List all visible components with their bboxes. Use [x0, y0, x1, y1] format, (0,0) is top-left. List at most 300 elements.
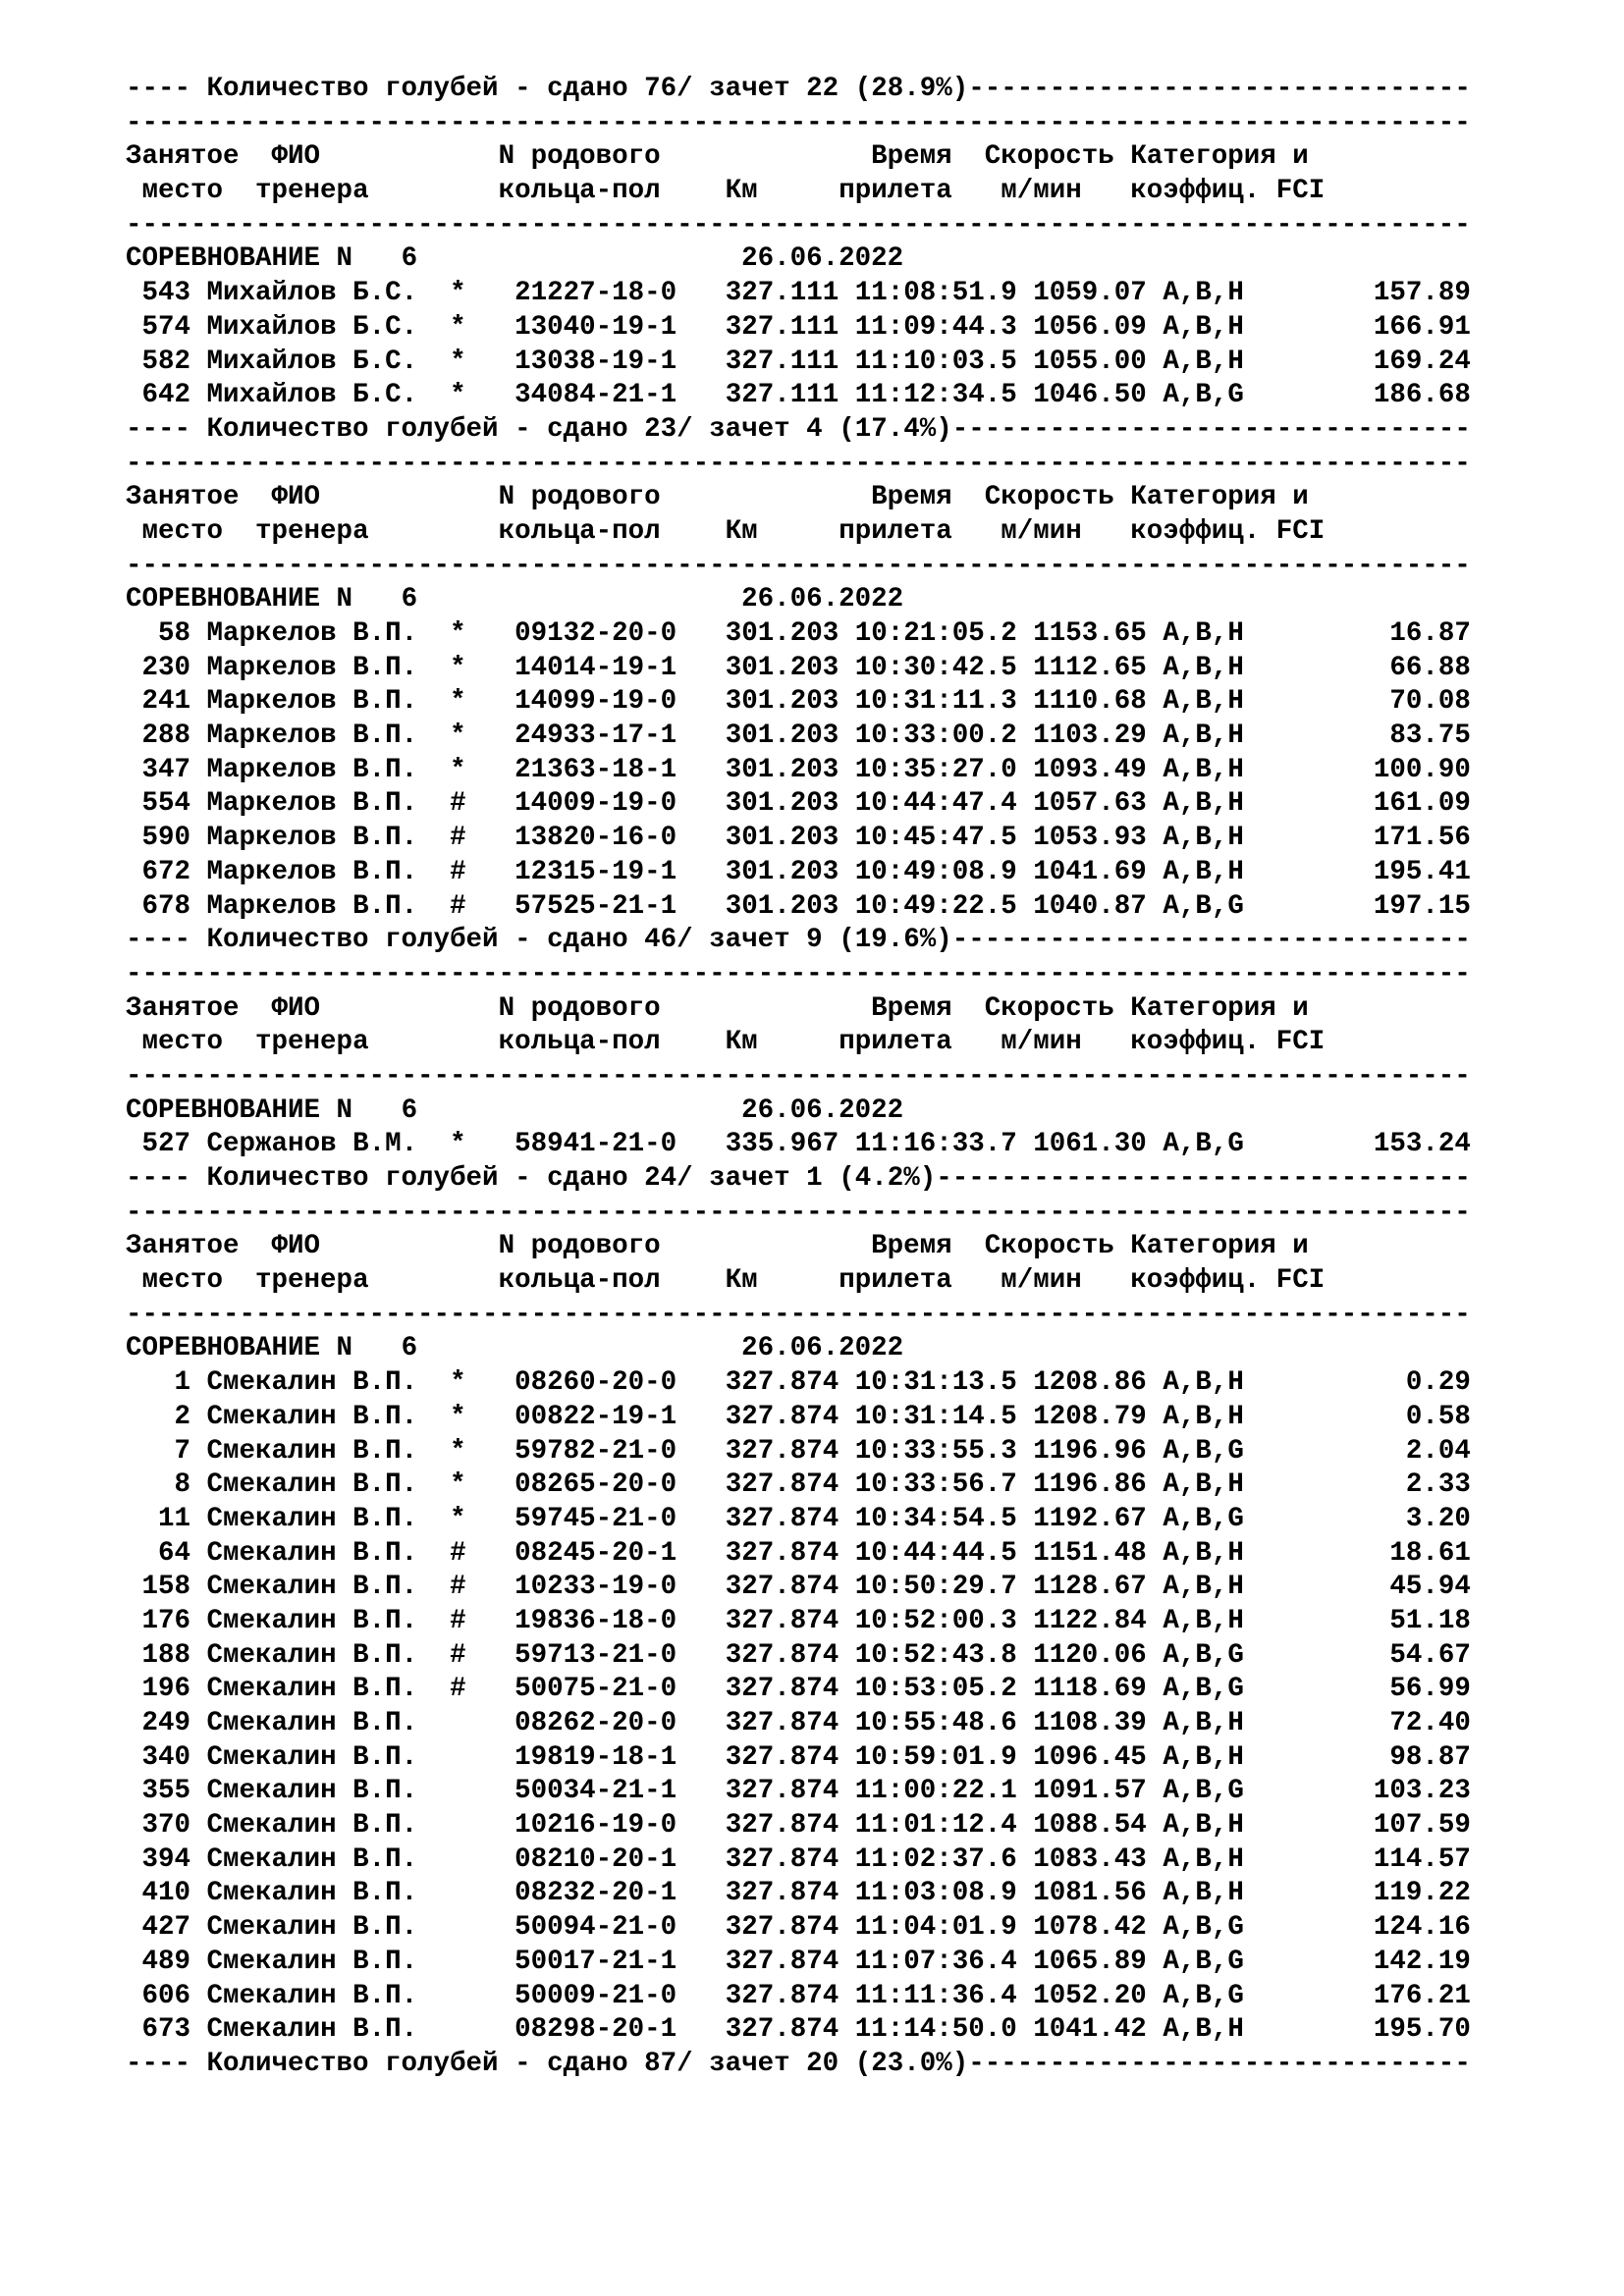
- ring-number: 19836-18-0: [514, 1605, 677, 1636]
- counted-count: 9: [806, 925, 823, 956]
- arrival-time: 11:11:36.4: [854, 1980, 1017, 2011]
- ring-number: 08262-20-0: [514, 1708, 677, 1738]
- counted-label: зачет: [709, 74, 790, 104]
- summary-label: Количество голубей - сдано: [206, 1163, 628, 1194]
- table-row: [126, 1707, 1598, 1741]
- competition-heading: [126, 583, 1598, 617]
- summary-line: ---- Количество голубей - сдано 87/ зачет 20 (23.0%)-------------------------------: [126, 2048, 1471, 2079]
- table-row: [126, 1911, 1598, 1946]
- result-mark: *: [450, 380, 466, 411]
- fci-coefficient: 2.33: [1405, 1469, 1471, 1501]
- place: 554: [141, 788, 191, 820]
- table-row: [126, 1537, 1598, 1572]
- ring-number: 57525-21-1: [514, 890, 677, 922]
- ring-number: 50094-21-0: [514, 1912, 677, 1944]
- column-time-header: Время: [871, 992, 952, 1024]
- result-mark: *: [450, 1129, 466, 1160]
- column-ring-header: кольца-пол: [498, 176, 661, 207]
- category: A,B,H: [1163, 1572, 1244, 1603]
- fancier-name: Михайлов Б.С.: [206, 346, 418, 377]
- arrival-time: 10:30:42.5: [854, 652, 1017, 683]
- result-mark: #: [450, 1572, 466, 1603]
- column-km-header: Км: [725, 1027, 758, 1058]
- table-row: [126, 1673, 1598, 1707]
- race-results-printout: [126, 73, 1598, 2082]
- category: A,B,H: [1163, 1367, 1244, 1399]
- fancier-name: Смекалин В.П.: [206, 1435, 418, 1467]
- fci-coefficient: 45.94: [1389, 1572, 1471, 1603]
- place: 582: [141, 346, 191, 377]
- category: A,B,H: [1163, 2014, 1244, 2046]
- column-speed-header: Скорость: [984, 992, 1114, 1024]
- distance-km: 327.874: [725, 1708, 839, 1738]
- fci-coefficient: 153.24: [1373, 1129, 1471, 1160]
- column-km-header: Км: [725, 176, 758, 207]
- distance-km: 327.874: [725, 1401, 839, 1432]
- counted-label: зачет: [709, 1163, 790, 1194]
- speed: 1081.56: [1033, 1878, 1147, 1909]
- category: A,B,G: [1163, 1435, 1244, 1467]
- summary-label: Количество голубей - сдано: [206, 925, 628, 956]
- competition-date: 26.06.2022: [741, 584, 904, 615]
- place: 427: [141, 1912, 191, 1944]
- distance-km: 301.203: [725, 856, 839, 887]
- fancier-name: Смекалин В.П.: [206, 1605, 418, 1636]
- submitted-count: 24: [644, 1163, 677, 1194]
- fancier-name: Михайлов Б.С.: [206, 380, 418, 411]
- arrival-time: 10:50:29.7: [854, 1572, 1017, 1603]
- column-time-header: Время: [871, 482, 952, 513]
- column-speed-header: м/мин: [1001, 1265, 1082, 1297]
- competition-label: СОРЕВНОВАНИЕ N: [126, 1333, 353, 1364]
- place: 394: [141, 1843, 191, 1875]
- distance-km: 301.203: [725, 721, 839, 752]
- summary-line: ---- Количество голубей - сдано 23/ зачет 4 (17.4%)--------------------------------: [126, 413, 1471, 445]
- table-row: [126, 2013, 1598, 2048]
- summary-label: Количество голубей - сдано: [206, 2048, 628, 2079]
- column-name-header: тренера: [255, 1265, 369, 1297]
- column-name-header: тренера: [255, 515, 369, 547]
- ring-number: 59782-21-0: [514, 1435, 677, 1467]
- category: A,B,H: [1163, 1810, 1244, 1842]
- column-category-header: Категория и: [1130, 992, 1309, 1024]
- arrival-time: 11:01:12.4: [854, 1810, 1017, 1842]
- column-header-row: [126, 515, 1598, 550]
- category: A,B,H: [1163, 686, 1244, 718]
- fancier-name: Смекалин В.П.: [206, 1776, 418, 1807]
- fancier-name: Смекалин В.П.: [206, 2014, 418, 2046]
- counted-percent: 4.2%: [854, 1163, 920, 1194]
- column-category-header: коэффиц. FCI: [1130, 176, 1326, 207]
- column-time-header: Время: [871, 141, 952, 173]
- ring-number: 50034-21-1: [514, 1776, 677, 1807]
- category: A,B,H: [1163, 278, 1244, 309]
- column-name-header: тренера: [255, 176, 369, 207]
- distance-km: 327.874: [725, 1810, 839, 1842]
- arrival-time: 10:35:27.0: [854, 754, 1017, 785]
- competition-label: СОРЕВНОВАНИЕ N: [126, 584, 353, 615]
- distance-km: 327.874: [725, 1843, 839, 1875]
- ring-number: 14099-19-0: [514, 686, 677, 718]
- place: 489: [141, 1946, 191, 1977]
- place: 606: [141, 1980, 191, 2011]
- ring-number: 08260-20-0: [514, 1367, 677, 1399]
- submitted-count: 76: [644, 74, 677, 104]
- table-row: [126, 720, 1598, 754]
- result-mark: *: [450, 1401, 466, 1432]
- ring-number: 50017-21-1: [514, 1946, 677, 1977]
- column-category-header: коэффиц. FCI: [1130, 515, 1326, 547]
- arrival-time: 10:31:11.3: [854, 686, 1017, 718]
- fancier-name: Смекалин В.П.: [206, 1469, 418, 1501]
- distance-km: 327.111: [725, 278, 839, 309]
- speed: 1120.06: [1033, 1639, 1147, 1671]
- column-header-row: [126, 1026, 1598, 1060]
- result-mark: #: [450, 788, 466, 820]
- fci-coefficient: 103.23: [1373, 1776, 1471, 1807]
- competition-number: 6: [401, 1333, 418, 1364]
- speed: 1041.69: [1033, 856, 1147, 887]
- arrival-time: 10:52:00.3: [854, 1605, 1017, 1636]
- result-mark: #: [450, 1537, 466, 1569]
- category: A,B,G: [1163, 1503, 1244, 1534]
- table-row: [126, 822, 1598, 856]
- column-km-header: Км: [725, 515, 758, 547]
- column-ring-header: кольца-пол: [498, 1027, 661, 1058]
- dashed-separator: -----------------------------------------------------------------------------------: [126, 958, 1471, 989]
- ring-number: 59745-21-0: [514, 1503, 677, 1534]
- counted-percent: 28.9%: [871, 74, 952, 104]
- competition-number: 6: [401, 243, 418, 275]
- place: 8: [174, 1469, 191, 1501]
- speed: 1065.89: [1033, 1946, 1147, 1977]
- result-mark: *: [450, 1367, 466, 1399]
- distance-km: 327.874: [725, 1605, 839, 1636]
- column-name-header: тренера: [255, 1027, 369, 1058]
- ring-number: 21363-18-1: [514, 754, 677, 785]
- fancier-name: Смекалин В.П.: [206, 1912, 418, 1944]
- result-mark: *: [450, 754, 466, 785]
- place: 196: [141, 1674, 191, 1705]
- table-row: [126, 1741, 1598, 1776]
- fancier-name: Смекалин В.П.: [206, 1674, 418, 1705]
- speed: 1057.63: [1033, 788, 1147, 820]
- competition-number: 6: [401, 584, 418, 615]
- category: A,B,H: [1163, 721, 1244, 752]
- column-time-header: прилета: [839, 1027, 952, 1058]
- dashed-separator: -----------------------------------------------------------------------------------: [126, 448, 1471, 479]
- fci-coefficient: 169.24: [1373, 346, 1471, 377]
- result-mark: *: [450, 278, 466, 309]
- ring-number: 34084-21-1: [514, 380, 677, 411]
- summary-line: ---- Количество голубей - сдано 76/ зачет 22 (28.9%)-------------------------------: [126, 74, 1471, 104]
- speed: 1040.87: [1033, 890, 1147, 922]
- category: A,B,G: [1163, 1639, 1244, 1671]
- speed: 1096.45: [1033, 1741, 1147, 1773]
- column-header-row: [126, 1230, 1598, 1264]
- arrival-time: 11:00:22.1: [854, 1776, 1017, 1807]
- distance-km: 327.874: [725, 1980, 839, 2011]
- speed: 1053.93: [1033, 823, 1147, 854]
- submitted-count: 87: [644, 2048, 677, 2079]
- speed: 1153.65: [1033, 618, 1147, 649]
- speed: 1196.86: [1033, 1469, 1147, 1501]
- ring-number: 58941-21-0: [514, 1129, 677, 1160]
- table-row: [126, 1605, 1598, 1639]
- place: 574: [141, 311, 191, 343]
- distance-km: 327.874: [725, 1367, 839, 1399]
- arrival-time: 10:49:22.5: [854, 890, 1017, 922]
- ring-number: 08210-20-1: [514, 1843, 677, 1875]
- speed: 1108.39: [1033, 1708, 1147, 1738]
- fci-coefficient: 100.90: [1373, 754, 1471, 785]
- ring-number: 14014-19-1: [514, 652, 677, 683]
- category: A,B,H: [1163, 1401, 1244, 1432]
- arrival-time: 11:07:36.4: [854, 1946, 1017, 1977]
- column-speed-header: м/мин: [1001, 515, 1082, 547]
- summary-label: Количество голубей - сдано: [206, 74, 628, 104]
- speed: 1046.50: [1033, 380, 1147, 411]
- place: 64: [158, 1537, 191, 1569]
- speed: 1052.20: [1033, 1980, 1147, 2011]
- ring-number: 13038-19-1: [514, 346, 677, 377]
- distance-km: 327.874: [725, 1503, 839, 1534]
- distance-km: 327.874: [725, 1537, 839, 1569]
- column-time-header: прилета: [839, 1265, 952, 1297]
- column-time-header: прилета: [839, 515, 952, 547]
- distance-km: 327.111: [725, 346, 839, 377]
- arrival-time: 10:44:44.5: [854, 1537, 1017, 1569]
- arrival-time: 11:08:51.9: [854, 278, 1017, 309]
- fancier-name: Смекалин В.П.: [206, 1980, 418, 2011]
- competition-date: 26.06.2022: [741, 243, 904, 275]
- fci-coefficient: 54.67: [1389, 1639, 1471, 1671]
- arrival-time: 11:03:08.9: [854, 1878, 1017, 1909]
- column-place-header: Занятое: [126, 992, 240, 1024]
- fancier-name: Маркелов В.П.: [206, 652, 418, 683]
- result-mark: *: [450, 652, 466, 683]
- dashed-separator: -----------------------------------------------------------------------------------: [126, 209, 1471, 240]
- arrival-time: 10:33:55.3: [854, 1435, 1017, 1467]
- fancier-name: Смекалин В.П.: [206, 1537, 418, 1569]
- ring-number: 24933-17-1: [514, 721, 677, 752]
- table-row: [126, 311, 1598, 346]
- distance-km: 327.874: [725, 1435, 839, 1467]
- category: A,B,H: [1163, 1537, 1244, 1569]
- column-header-row: [126, 1264, 1598, 1299]
- fci-coefficient: 0.29: [1405, 1367, 1471, 1399]
- speed: 1112.65: [1033, 652, 1147, 683]
- place: 347: [141, 754, 191, 785]
- column-category-header: Категория и: [1130, 141, 1309, 173]
- fancier-name: Смекалин В.П.: [206, 1572, 418, 1603]
- ring-number: 09132-20-0: [514, 618, 677, 649]
- competition-heading: [126, 1095, 1598, 1129]
- category: A,B,H: [1163, 1469, 1244, 1501]
- column-time-header: прилета: [839, 176, 952, 207]
- category: A,B,H: [1163, 346, 1244, 377]
- fancier-name: Маркелов В.П.: [206, 788, 418, 820]
- distance-km: 327.874: [725, 1878, 839, 1909]
- result-mark: *: [450, 346, 466, 377]
- distance-km: 327.874: [725, 1469, 839, 1501]
- submitted-count: 46: [644, 925, 677, 956]
- ring-number: 13040-19-1: [514, 311, 677, 343]
- summary-line: ---- Количество голубей - сдано 46/ зачет 9 (19.6%)--------------------------------: [126, 925, 1471, 956]
- table-row: [126, 1946, 1598, 1980]
- column-place-header: место: [141, 176, 224, 207]
- fci-coefficient: 142.19: [1373, 1946, 1471, 1977]
- arrival-time: 11:02:37.6: [854, 1843, 1017, 1875]
- ring-number: 00822-19-1: [514, 1401, 677, 1432]
- fancier-name: Смекалин В.П.: [206, 1367, 418, 1399]
- competition-number: 6: [401, 1095, 418, 1126]
- place: 672: [141, 856, 191, 887]
- place: 543: [141, 278, 191, 309]
- place: 241: [141, 686, 191, 718]
- table-row: [126, 1843, 1598, 1878]
- category: A,B,H: [1163, 1843, 1244, 1875]
- speed: 1088.54: [1033, 1810, 1147, 1842]
- ring-number: 50009-21-0: [514, 1980, 677, 2011]
- distance-km: 301.203: [725, 652, 839, 683]
- counted-count: 20: [806, 2048, 839, 2079]
- category: A,B,H: [1163, 856, 1244, 887]
- speed: 1091.57: [1033, 1776, 1147, 1807]
- place: 176: [141, 1605, 191, 1636]
- fci-coefficient: 56.99: [1389, 1674, 1471, 1705]
- speed: 1122.84: [1033, 1605, 1147, 1636]
- fancier-name: Смекалин В.П.: [206, 1741, 418, 1773]
- counted-count: 1: [806, 1163, 823, 1194]
- table-row: [126, 1435, 1598, 1469]
- result-mark: *: [450, 1469, 466, 1501]
- column-category-header: коэффиц. FCI: [1130, 1027, 1326, 1058]
- category: A,B,G: [1163, 1674, 1244, 1705]
- distance-km: 327.874: [725, 2014, 839, 2046]
- distance-km: 335.967: [725, 1129, 839, 1160]
- result-mark: *: [450, 1503, 466, 1534]
- arrival-time: 10:31:13.5: [854, 1367, 1017, 1399]
- ring-number: 08265-20-0: [514, 1469, 677, 1501]
- category: A,B,H: [1163, 1708, 1244, 1738]
- fci-coefficient: 18.61: [1389, 1537, 1471, 1569]
- place: 2: [174, 1401, 191, 1432]
- competition-date: 26.06.2022: [741, 1333, 904, 1364]
- table-row: [126, 1503, 1598, 1537]
- speed: 1061.30: [1033, 1129, 1147, 1160]
- fci-coefficient: 66.88: [1389, 652, 1471, 683]
- category: A,B,H: [1163, 754, 1244, 785]
- category: A,B,G: [1163, 890, 1244, 922]
- result-mark: #: [450, 890, 466, 922]
- place: 1: [174, 1367, 191, 1399]
- fci-coefficient: 70.08: [1389, 686, 1471, 718]
- fci-coefficient: 51.18: [1389, 1605, 1471, 1636]
- place: 188: [141, 1639, 191, 1671]
- category: A,B,G: [1163, 380, 1244, 411]
- category: A,B,G: [1163, 1776, 1244, 1807]
- fci-coefficient: 157.89: [1373, 278, 1471, 309]
- fci-coefficient: 186.68: [1373, 380, 1471, 411]
- counted-percent: 17.4%: [854, 413, 937, 445]
- distance-km: 301.203: [725, 618, 839, 649]
- counted-count: 4: [806, 413, 823, 445]
- table-row: [126, 754, 1598, 788]
- table-row: [126, 1639, 1598, 1674]
- column-header-row: [126, 992, 1598, 1027]
- category: A,B,H: [1163, 311, 1244, 343]
- counted-count: 22: [806, 74, 839, 104]
- fancier-name: Маркелов В.П.: [206, 856, 418, 887]
- fci-coefficient: 72.40: [1389, 1708, 1471, 1738]
- result-mark: #: [450, 1605, 466, 1636]
- fci-coefficient: 98.87: [1389, 1741, 1471, 1773]
- distance-km: 327.874: [725, 1741, 839, 1773]
- result-mark: #: [450, 1674, 466, 1705]
- arrival-time: 10:33:00.2: [854, 721, 1017, 752]
- column-ring-header: N родового: [498, 141, 661, 173]
- speed: 1118.69: [1033, 1674, 1147, 1705]
- fancier-name: Смекалин В.П.: [206, 1810, 418, 1842]
- fancier-name: Смекалин В.П.: [206, 1503, 418, 1534]
- place: 249: [141, 1708, 191, 1738]
- fancier-name: Михайлов Б.С.: [206, 311, 418, 343]
- column-time-header: Время: [871, 1231, 952, 1262]
- column-place-header: Занятое: [126, 141, 240, 173]
- category: A,B,G: [1163, 1980, 1244, 2011]
- fancier-name: Маркелов В.П.: [206, 721, 418, 752]
- competition-heading: [126, 1332, 1598, 1366]
- place: 527: [141, 1129, 191, 1160]
- arrival-time: 10:45:47.5: [854, 823, 1017, 854]
- table-row: [126, 1468, 1598, 1503]
- distance-km: 327.874: [725, 1572, 839, 1603]
- summary-label: Количество голубей - сдано: [206, 413, 628, 445]
- ring-number: 12315-19-1: [514, 856, 677, 887]
- column-ring-header: N родового: [498, 482, 661, 513]
- distance-km: 327.111: [725, 311, 839, 343]
- speed: 1093.49: [1033, 754, 1147, 785]
- column-category-header: Категория и: [1130, 1231, 1309, 1262]
- category: A,B,H: [1163, 618, 1244, 649]
- distance-km: 327.874: [725, 1639, 839, 1671]
- competition-label: СОРЕВНОВАНИЕ N: [126, 243, 353, 275]
- speed: 1103.29: [1033, 721, 1147, 752]
- table-row: [126, 617, 1598, 652]
- column-speed-header: м/мин: [1001, 176, 1082, 207]
- column-header-row: [126, 140, 1598, 175]
- result-mark: *: [450, 1435, 466, 1467]
- speed: 1110.68: [1033, 686, 1147, 718]
- dashed-separator: -----------------------------------------------------------------------------------: [126, 1060, 1471, 1092]
- ring-number: 50075-21-0: [514, 1674, 677, 1705]
- table-row: [126, 1366, 1598, 1401]
- table-row: [126, 1980, 1598, 2014]
- column-place-header: место: [141, 1265, 224, 1297]
- place: 58: [158, 618, 191, 649]
- fci-coefficient: 83.75: [1389, 721, 1471, 752]
- arrival-time: 10:31:14.5: [854, 1401, 1017, 1432]
- place: 410: [141, 1878, 191, 1909]
- competition-heading: [126, 242, 1598, 277]
- place: 370: [141, 1810, 191, 1842]
- column-speed-header: Скорость: [984, 482, 1114, 513]
- column-place-header: Занятое: [126, 1231, 240, 1262]
- table-row: [126, 1128, 1598, 1162]
- table-row: [126, 1775, 1598, 1809]
- arrival-time: 10:52:43.8: [854, 1639, 1017, 1671]
